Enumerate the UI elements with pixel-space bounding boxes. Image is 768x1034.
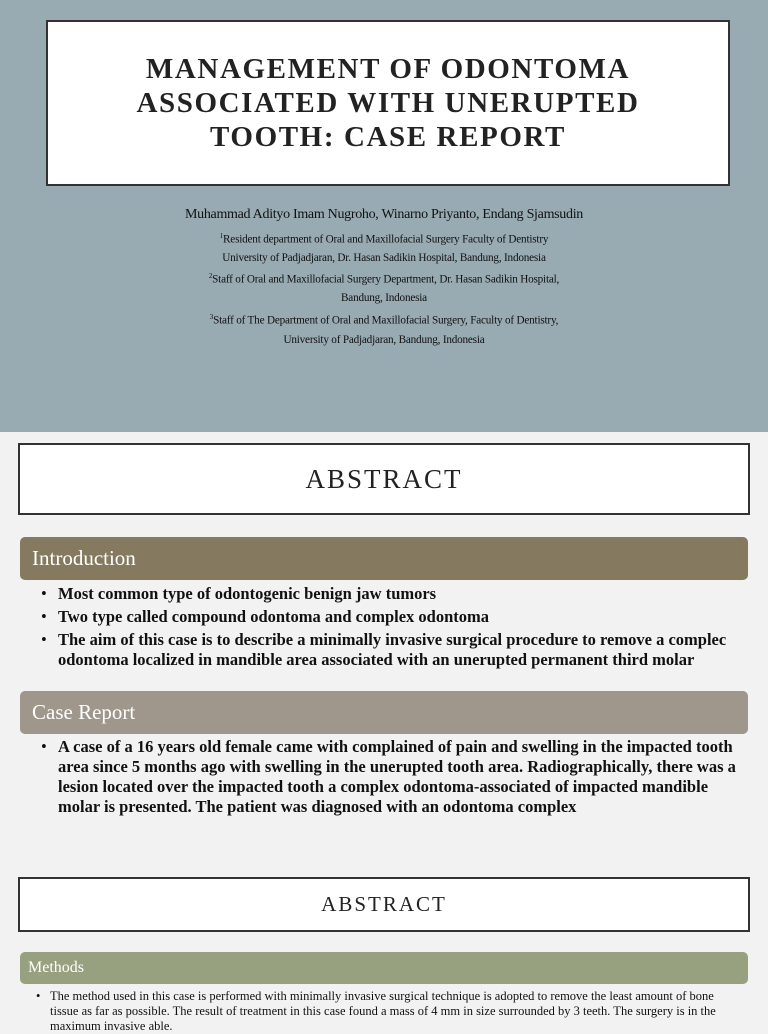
- list-item: • The aim of this case is to describe a minimally invasive surgical procedure to remove a complec odontoma localized in mandible area associated with an unerupted permanent third molar: [38, 630, 743, 670]
- methods-list: [33, 989, 745, 1034]
- affiliation-2-text: Staff of Oral and Maxillofacial Surgery Department, Dr. Hasan Sadikin Hospital,: [212, 273, 560, 286]
- page-title: MANAGEMENT OF ODONTOMA ASSOCIATED WITH UNERUPTED TOOTH: CASE REPORT: [136, 53, 640, 153]
- introduction-label: Introduction: [32, 546, 136, 570]
- affiliation-1-line-1: [0, 232, 768, 246]
- affiliation-2-line-2: Bandung, Indonesia: [341, 292, 427, 304]
- list-item: • The method used in this case is performed with minimally invasive surgical technique is adopted to remove the least amount of bone tissue as far as possible. The result of treatment in this case found a mass of 4 mm in size surrounded by 3 teeth. The surgery is in the maximum invasive able.: [33, 989, 745, 1034]
- affiliation-2-sup: 2: [208, 272, 213, 280]
- introduction-list: [38, 584, 743, 670]
- affiliation-3-sup: 3: [209, 313, 214, 321]
- case-report-label: Case Report: [32, 700, 136, 724]
- case-report-list: [38, 737, 743, 817]
- abstract-heading-1: ABSTRACT: [305, 463, 463, 494]
- affiliation-1-line-2: University of Padjadjaran, Dr. Hasan Sadikin Hospital, Bandung, Indonesia: [222, 252, 546, 264]
- affiliation-1-sup: 1: [219, 232, 224, 240]
- affiliation-1-text: Resident department of Oral and Maxillofacial Surgery Faculty of Dentistry: [223, 233, 549, 246]
- abstract-heading-2: ABSTRACT: [321, 892, 447, 916]
- methods-band: [20, 952, 748, 984]
- case-report-band: [20, 691, 748, 734]
- list-item: • Two type called compound odontoma and complex odontoma: [38, 607, 743, 627]
- introduction-band: [20, 537, 748, 580]
- title-section: [0, 0, 768, 432]
- affiliation-2-line-1: [0, 272, 768, 286]
- affiliation-3-text: Staff of The Department of Oral and Maxillofacial Surgery, Faculty of Dentistry,: [213, 314, 559, 327]
- abstract-heading-box-1: [18, 443, 750, 515]
- list-item: • Most common type of odontogenic benign jaw tumors: [38, 584, 743, 604]
- authors: Muhammad Adityo Imam Nugroho, Winarno Priyanto, Endang Sjamsudin: [185, 207, 583, 222]
- list-item: • A case of a 16 years old female came with complained of pain and swelling in the impacted tooth area since 5 months ago with swelling in the unerupted tooth area. Radiographically, there was a lesion located over the impacted tooth a complex odontoma-associated of impacted mandible molar is presented. The patient was diagnosed with an odontoma complex: [38, 737, 743, 817]
- title-box: [46, 20, 730, 186]
- affiliation-3-line-1: [0, 313, 768, 327]
- methods-label: Methods: [28, 959, 84, 976]
- affiliation-3-line-2: University of Padjadjaran, Bandung, Indonesia: [283, 334, 485, 346]
- abstract-heading-box-2: [18, 877, 750, 932]
